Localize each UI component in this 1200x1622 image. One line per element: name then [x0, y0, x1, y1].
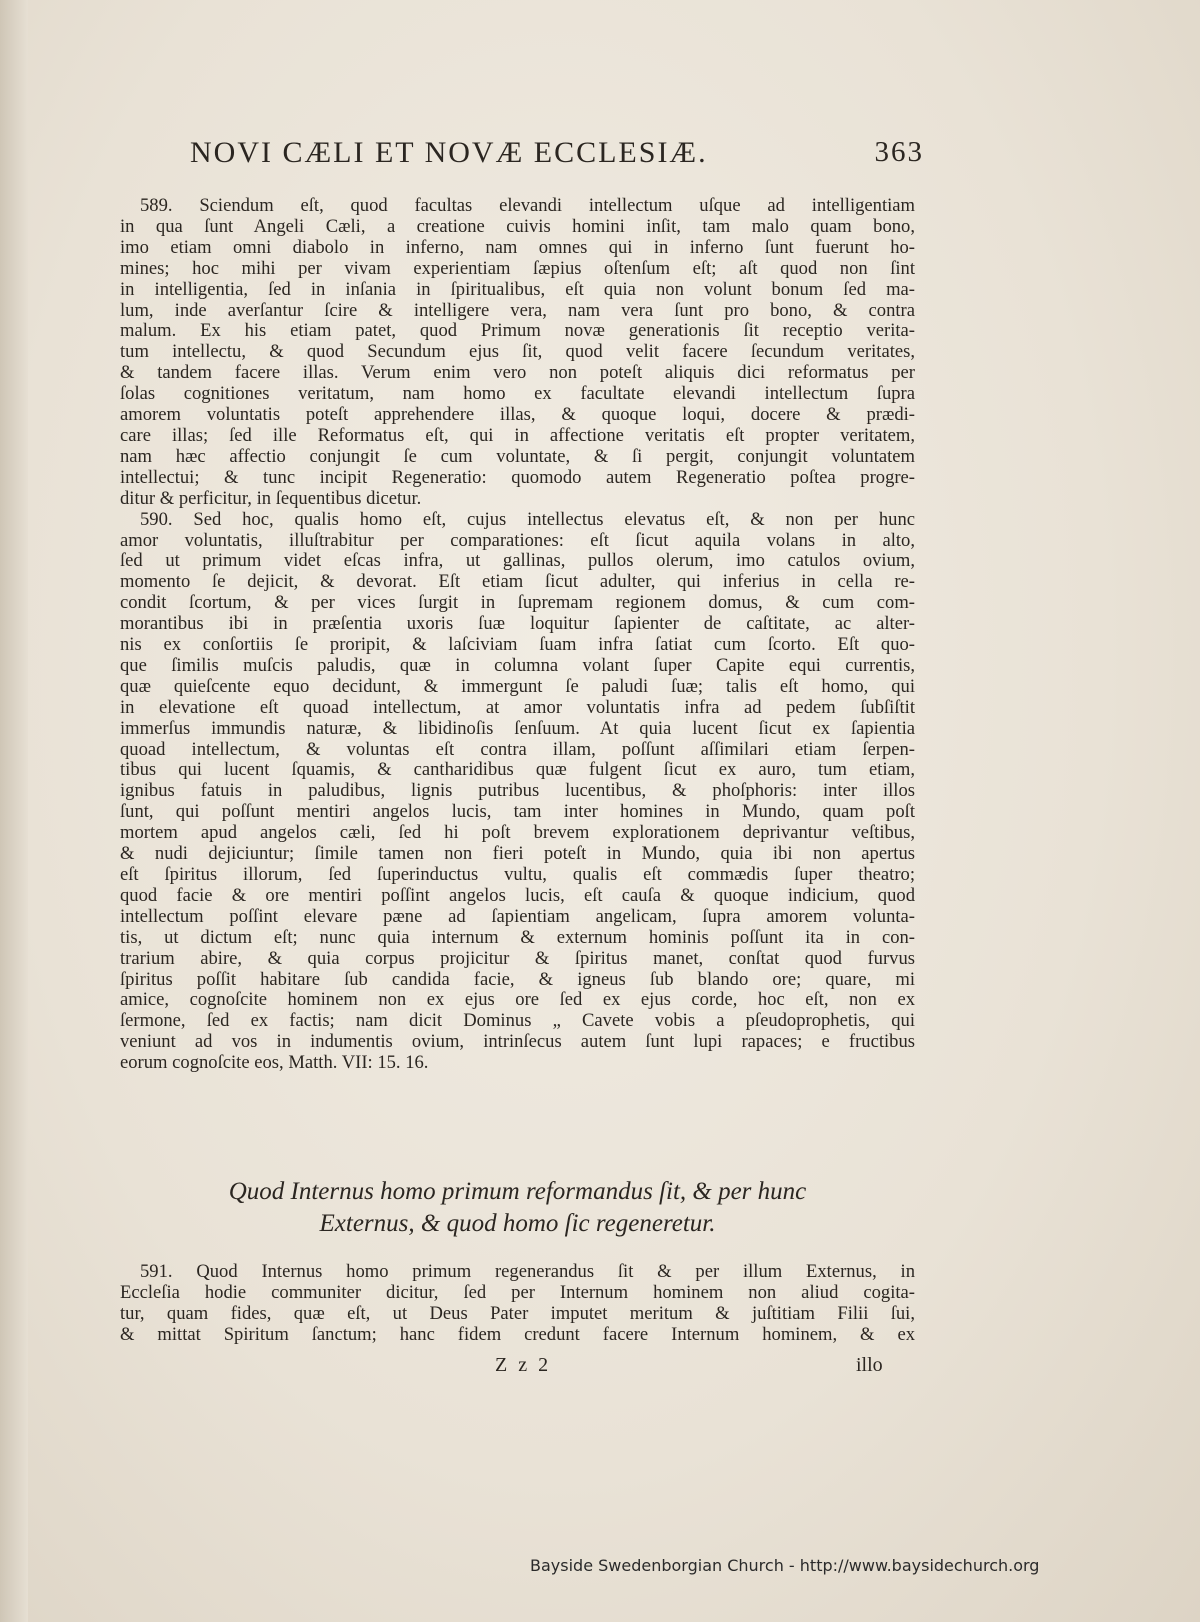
text-line: ſermone, ſed ex factis; nam dicit Dominus „ Cavete vobis a pſeudoprophetis, qui [120, 1011, 915, 1032]
text-line: eſt ſpiritus illorum, ſed ſuperinductus vultu, qualis eſt commædis ſuper theatro; [120, 865, 915, 885]
text-line: nam hæc affectio conjungit ſe cum voluntate, & ſi pergit, conjungit voluntatem [120, 446, 915, 467]
text-line: tum intellectu, & quod Secundum ejus ſit, quod velit facere ſecundum veritates, [120, 342, 915, 363]
text-line: amor voluntatis, illuſtrabitur per comparationes: eſt ſicut aquila volans in alto, [120, 530, 915, 551]
heading-line: Externus, & quod homo ſic regeneretur. [319, 1210, 716, 1237]
text-line: 589. Sciendum eſt, quod facultas elevandi intellectum uſque ad intelligentiam [140, 196, 915, 216]
text-line: quæ quieſcente equo decidunt, & immergunt ſe paludi ſuæ; talis eſt homo, qui [120, 676, 915, 697]
text-line: trarium abire, & quia corpus projicitur & ſpiritus manet, conſtat quod furvus [120, 948, 915, 969]
text-line: amice, cognoſcite hominem non ex ejus ore ſed ex ejus corde, hoc eſt, non ex [120, 990, 915, 1011]
signature-mark: Z z 2 [495, 1354, 552, 1376]
main-text [120, 196, 915, 1074]
text-line: tibus qui lucent ſquamis, & cantharidibus quæ fulgent ſicut ex auro, tum etiam, [120, 760, 915, 781]
text-line: condit ſcortum, & per vices ſurgit in ſupremam regionem domus, & cum com- [120, 593, 915, 614]
page-number: 363 [874, 136, 924, 168]
section-590 [120, 510, 915, 1074]
text-line: malum. Ex his etiam patet, quod Primum novæ generationis ſit receptio verita- [120, 321, 915, 342]
text-line: ditur & perficitur, in ſequentibus dicetur. [120, 488, 422, 509]
text-line: tis, ut dictum eſt; nunc quia internum & externum hominis poſſunt ita in con- [120, 927, 915, 948]
heading-line: Quod Internus homo primum reformandus ſit, & per hunc [228, 1178, 807, 1205]
text-line: intellectui; & tunc incipit Regeneratio: quomodo autem Regeneratio poſtea progre- [120, 467, 915, 488]
text-line: mines; hoc mihi per vivam experientiam ſæpius oſtenſum eſt; aſt quod non ſint [120, 258, 915, 279]
text-line: eorum cognoſcite eos, Matth. VII: 15. 16. [120, 1053, 429, 1074]
text-line: que ſimilis muſcis paludis, quæ in columna volant ſuper Capite equi currentis, [120, 655, 915, 676]
text-line: in qua ſunt Angeli Cæli, a creatione cuivis homini inſit, tam malo quam bono, [120, 216, 915, 237]
running-title: NOVI CÆLI ET NOVÆ ECCLESIÆ. [190, 136, 708, 169]
text-line: in elevatione eſt quoad intellectum, at amor voluntatis infra ad pedem ſubſiſtit [120, 697, 915, 718]
text-line: & nudi dejiciuntur; ſimile tamen non fieri poteſt in Mundo, quia ibi non apertus [120, 844, 915, 865]
page-gutter [0, 0, 28, 1622]
text-line: intellectum poſſint elevare pæne ad ſapientiam angelicam, ſupra amorem volunta- [120, 906, 915, 927]
text-line: lum, inde averſantur ſcire & intelligere vera, nam vera ſunt pro bono, & contra [120, 300, 915, 321]
text-line: quoad intellectum, & voluntas eſt contra illam, poſſunt aſſimilari etiam ſerpen- [120, 739, 915, 760]
text-line: 590. Sed hoc, qualis homo eſt, cujus intellectus elevatus eſt, & non per hunc [140, 509, 915, 530]
text-line: immerſus immundis naturæ, & libidinoſis ſenſuum. At quia lucent ſicut ex ſapientia [120, 718, 915, 739]
text-line: in intelligentia, ſed in inſania in ſpiritualibus, eſt quia non volunt bonum ſed ma- [120, 279, 915, 300]
text-line: momento ſe dejicit, & devorat. Eſt etiam ſicut adulter, qui inferius in cella re- [120, 572, 915, 593]
text-line: & tandem facere illas. Verum enim vero non poteſt aliquis dici reformatus per [120, 363, 915, 384]
section-591 [120, 1262, 915, 1346]
text-line: quod facie & ore mentiri poſſint angelos lucis, eſt cauſa & quoque indicium, quod [120, 885, 915, 906]
catchword: illo [856, 1354, 883, 1376]
text-line: ſolas cognitiones veritatum, nam homo ex facultate elevandi intellectum ſupra [120, 384, 915, 405]
text-line: 591. Quod Internus homo primum regenerandus ſit & per illum Externus, in [140, 1262, 915, 1282]
text-line: tur, quam fides, quæ eſt, ut Deus Pater imputet meritum & juſtitiam Filii ſui, [120, 1303, 915, 1324]
text-line: veniunt ad vos in indumentis ovium, intrinſecus autem ſunt lupi rapaces; e fructibus [120, 1032, 915, 1053]
text-line: ſunt, qui poſſunt mentiri angelos lucis, tam inter homines in Mundo, quam poſt [120, 802, 915, 823]
text-line: mortem apud angelos cæli, ſed hi poſt brevem explorationem deprivantur veſtibus, [120, 823, 915, 844]
text-line: ignibus fatuis in paludibus, lignis putribus lucentibus, & phoſphoris: inter illos [120, 781, 915, 802]
section-heading [120, 1176, 915, 1240]
watermark-text: Bayside Swedenborgian Church - http://www.baysidechurch.org [530, 1556, 1040, 1575]
text-line: nis ex conſortiis ſe proripit, & laſciviam ſuam infra ſatiat cum ſcorto. Eſt quo- [120, 635, 915, 656]
text-line: morantibus ibi in præſentia uxoris ſuæ loquitur ſapienter de caſtitate, ac alter- [120, 614, 915, 635]
text-line: ſpiritus poſſit habitare ſub candida facie, & igneus ſub blando ore; quare, mi [120, 969, 915, 990]
text-line: amorem voluntatis poteſt apprehendere illas, & quoque loqui, docere & prædi- [120, 405, 915, 426]
text-line: ſed ut primum videt eſcas infra, ut gallinas, pullos olerum, imo catulos ovium, [120, 551, 915, 572]
running-header [190, 136, 924, 170]
text-line: & mittat Spiritum ſanctum; hanc fidem credunt facere Internum hominem, & ex [120, 1324, 915, 1345]
text-line: Eccleſia hodie communiter dicitur, ſed per Internum hominem non aliud cogita- [120, 1282, 915, 1303]
text-line: imo etiam omni diabolo in inferno, nam omnes qui in inferno ſunt fuerunt ho- [120, 237, 915, 258]
section-589 [120, 196, 915, 510]
text-line: care illas; ſed ille Reformatus eſt, qui in affectione veritatis eſt propter veritatem, [120, 425, 915, 446]
